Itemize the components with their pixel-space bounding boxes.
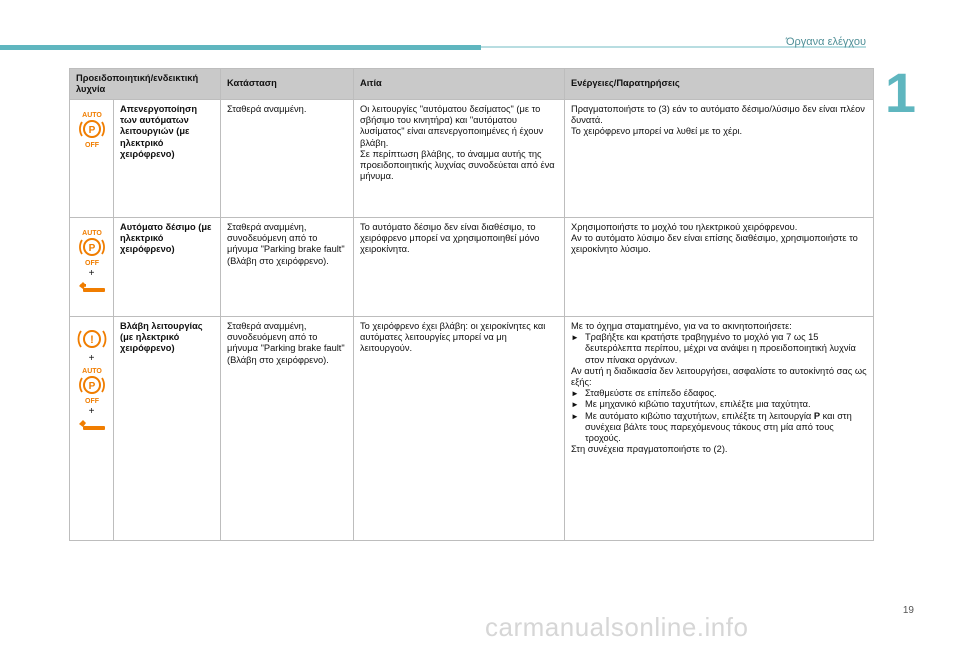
actions-intro: Με το όχημα σταματημένο, για να το ακινητοποιήσετε: xyxy=(571,321,792,331)
watermark: carmanualsonline.info xyxy=(485,612,749,642)
plus-sign: + xyxy=(88,353,95,364)
svg-text:OFF: OFF xyxy=(84,142,99,148)
column-header-actions: Ενέργειες/Παρατηρήσεις xyxy=(565,69,874,100)
svg-text:OFF: OFF xyxy=(84,398,99,405)
auto-off-icon xyxy=(77,110,107,148)
section-title: Όργανα ελέγχου xyxy=(786,36,866,48)
lamp-name: Βλάβη λειτουργίας (με ηλεκτρικό χειρόφρενο) xyxy=(114,317,221,541)
action-bullet: ► Με αυτόματο κιβώτιο ταχυτήτων, επιλέξτε τη λειτουργία P και στη συνέχεια βάλτε τους παρεχόμενους τάκους στη μία από τους τροχούς. xyxy=(571,410,852,444)
svg-text:P: P xyxy=(88,243,95,254)
state-text: Σταθερά αναμμένη. xyxy=(221,100,354,218)
cause-text: Το αυτόματο δέσιμο δεν είναι διαθέσιμο, το χειρόφρενο μπορεί να χρησιμοποιηθεί μόνο χειροκίνητα. xyxy=(354,218,565,317)
wrench-icon xyxy=(77,281,107,295)
action-bullet: ► Με μηχανικό κιβώτιο ταχυτήτων, επιλέξτε μια ταχύτητα. xyxy=(571,399,811,410)
table-row xyxy=(70,100,874,218)
cause-text: Το χειρόφρενο έχει βλάβη: οι χειροκίνητες και αυτόματες λειτουργίες μπορεί να μη λειτουργούν. xyxy=(354,317,565,541)
state-text: Σταθερά αναμμένη, συνοδευόμενη από το μήνυμα "Parking brake fault" (Βλάβη στο χειρόφρενο). xyxy=(221,218,354,317)
svg-text:OFF: OFF xyxy=(84,260,99,266)
action-bullet: ► Τραβήξτε και κρατήστε τραβηγμένο το μοχλό για 7 ως 15 δευτερόλεπτα περίπου, μέχρι να ανάψει η προειδοποιητική λυχνία στον πίνακα οργάνων. xyxy=(571,332,856,365)
lamp-icons-cell xyxy=(70,218,114,317)
bullet-marker: ► xyxy=(571,389,579,399)
actions-text: Πραγματοποιήστε το (3) εάν το αυτόματο δέσιμο/λύσιμο δεν είναι πλέον δυνατά. Το χειρόφρενο μπορεί να λυθεί με το χέρι. xyxy=(565,100,874,218)
actions-mid: Αν αυτή η διαδικασία δεν λειτουργήσει, ασφαλίστε το αυτοκίνητό σας ως εξής: xyxy=(571,365,867,388)
svg-text:AUTO: AUTO xyxy=(81,230,102,237)
actions-outro: Στη συνέχεια πραγματοποιήστε το (2). xyxy=(571,444,728,455)
page-number: 19 xyxy=(902,605,914,616)
plus-sign: + xyxy=(88,268,95,279)
auto-off-icon xyxy=(77,366,107,404)
lamp-name: Απενεργοποίηση των αυτόματων λειτουργιών (με ηλεκτρικό χειρόφρενο) xyxy=(114,100,221,218)
auto-off-icon xyxy=(77,228,107,266)
svg-text:AUTO: AUTO xyxy=(81,112,102,119)
table-header-row xyxy=(70,69,874,100)
actions-text xyxy=(565,317,874,541)
actions-text: Χρησιμοποιήστε το μοχλό του ηλεκτρικού χειρόφρενου. Αν το αυτόματο λύσιμο δεν είναι επίσης διαθέσιμο, χρησιμοποιήστε το χειροκίνητο λύσιμο. xyxy=(565,218,874,317)
header-accent-bar xyxy=(0,45,481,50)
cause-text: Οι λειτουργίες "αυτόματου δεσίματος" (με το σβήσιμο του κινητήρα) και "αυτόματου λυσίματος" είναι απενεργοποιημένες ή έχουν βλάβη. Σε περίπτωση βλάβης, το άναμμα αυτής της προειδοποιητικής λυχνίας συνοδεύεται από ένα μήνυμα. xyxy=(354,100,565,218)
svg-text:P: P xyxy=(88,125,95,136)
column-header-cause: Αιτία xyxy=(354,69,565,100)
action-bullet: ► Σταθμεύστε σε επίπεδο έδαφος. xyxy=(571,388,717,399)
plus-sign: + xyxy=(88,406,95,418)
lamp-icons-cell xyxy=(70,317,114,541)
svg-text:!: ! xyxy=(89,334,94,346)
lamp-name: Αυτόματο δέσιμο (με ηλεκτρικό χειρόφρενο) xyxy=(114,218,221,317)
bullet-marker: ► xyxy=(571,333,579,343)
table-row xyxy=(70,317,874,541)
chapter-number: 1 xyxy=(884,61,916,124)
table-row xyxy=(70,218,874,317)
svg-text:AUTO: AUTO xyxy=(81,368,102,376)
bullet-marker: ► xyxy=(571,411,579,421)
lamp-icons-cell xyxy=(70,100,114,218)
bullet-marker: ► xyxy=(571,400,579,410)
warning-lights-table xyxy=(69,68,874,541)
svg-text:P: P xyxy=(88,381,95,393)
wrench-icon xyxy=(77,419,107,433)
column-header-lamp: Προειδοποιητική/ενδεικτική λυχνία xyxy=(70,69,221,100)
column-header-state: Κατάσταση xyxy=(221,69,354,100)
brake-warning-icon xyxy=(76,327,108,351)
state-text: Σταθερά αναμμένη, συνοδευόμενη από το μήνυμα "Parking brake fault" (Βλάβη στο χειρόφρενο). xyxy=(221,317,354,541)
